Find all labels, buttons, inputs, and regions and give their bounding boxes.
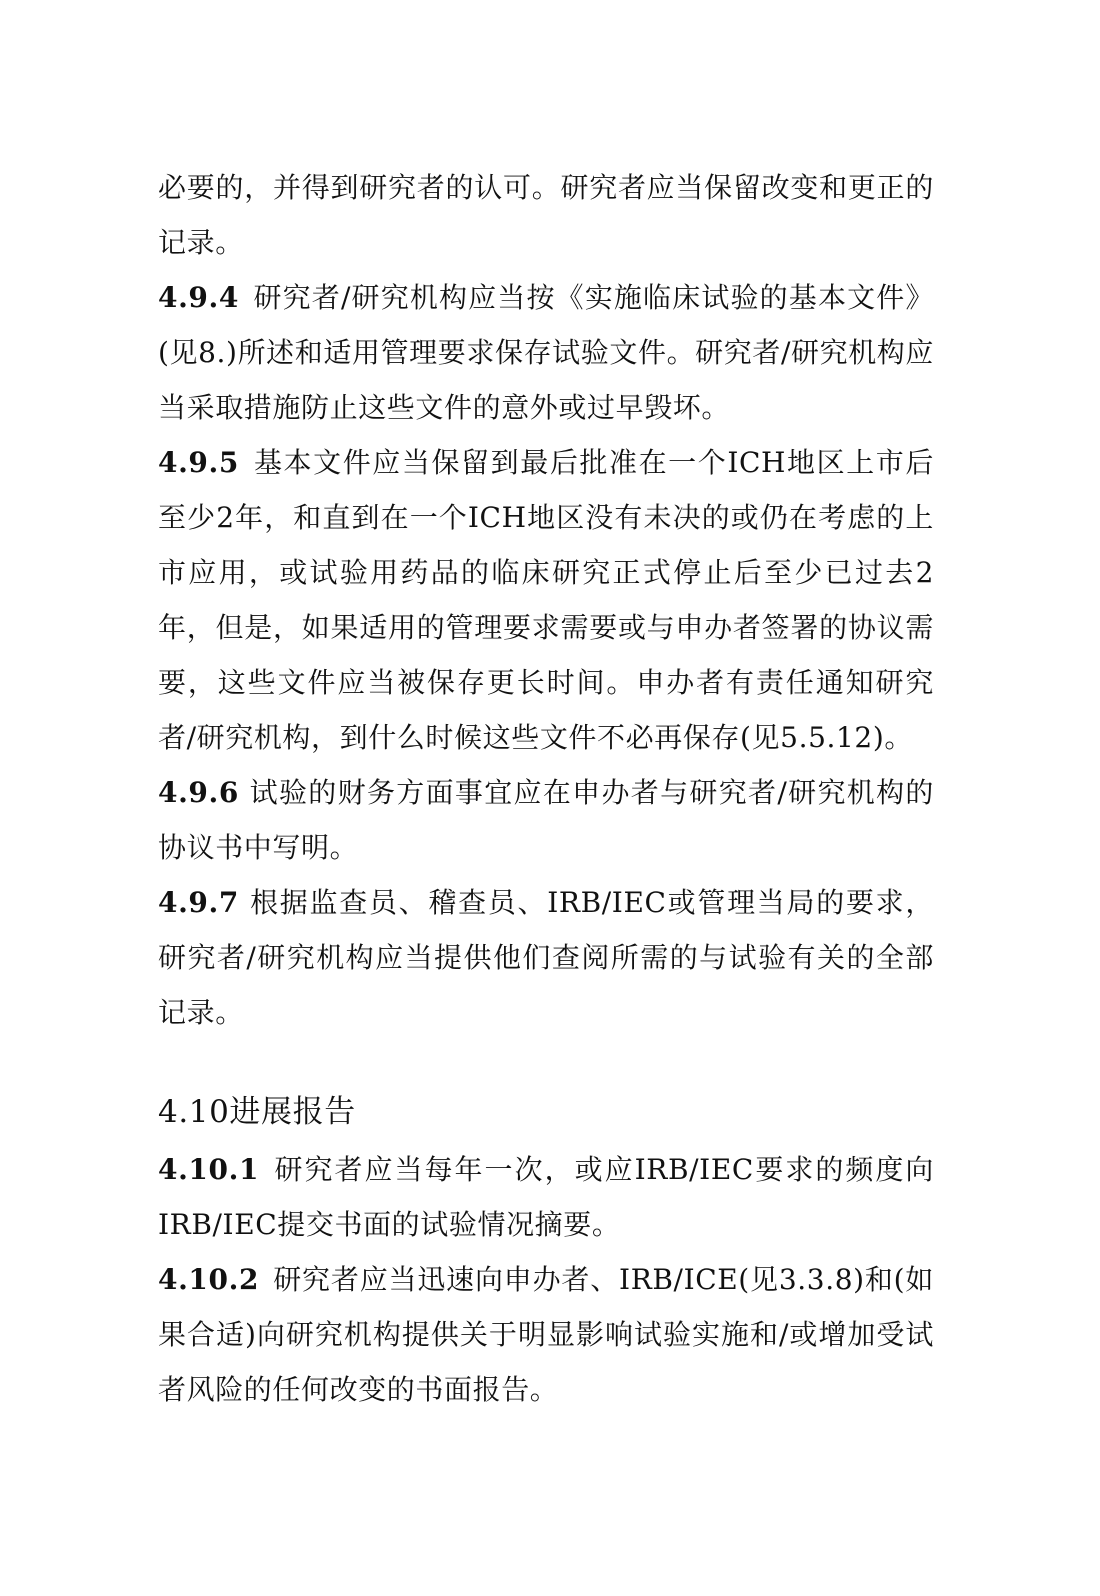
clause-number: 4.9.6: [158, 776, 239, 809]
clause-text: 研究者应当迅速向申办者、IRB/ICE(见3.3.8)和(如果合适)向研究机构提供关于明显影响试验实施和/或增加受试者风险的任何改变的书面报告。: [158, 1263, 934, 1406]
document-body: [158, 160, 934, 1417]
clause-number: 4.9.7: [158, 886, 239, 919]
clause-4-9-7: [158, 875, 934, 1040]
clause-4-10-2: [158, 1252, 934, 1417]
clause-number: 4.9.5: [158, 446, 239, 479]
continuation-paragraph: 必要的，并得到研究者的认可。研究者应当保留改变和更正的记录。: [158, 171, 934, 259]
clause-text: 试验的财务方面事宜应在申办者与研究者/研究机构的协议书中写明。: [158, 776, 934, 864]
clause-text: 根据监查员、稽查员、IRB/IEC或管理当局的要求，研究者/研究机构应当提供他们查阅所需的与试验有关的全部记录。: [158, 886, 934, 1029]
clause-4-9-5: [158, 435, 934, 765]
clause-4-10-1: [158, 1142, 934, 1252]
clause-number: 4.10.1: [158, 1153, 260, 1186]
clause-text: 研究者应当每年一次，或应IRB/IEC要求的频度向IRB/IEC提交书面的试验情况摘要。: [158, 1153, 934, 1241]
clause-number: 4.10.2: [158, 1263, 260, 1296]
clause-4-9-6: [158, 765, 934, 875]
section-heading: 4.10进展报告: [158, 1094, 356, 1130]
clause-text: 基本文件应当保留到最后批准在一个ICH地区上市后至少2年，和直到在一个ICH地区没有未决的或仍在考虑的上市应用，或试验用药品的临床研究正式停止后至少已过去2年，但是，如果适用的管理要求需要或与申办者签署的协议需要，这些文件应当被保存更长时间。申办者有责任通知研究者/研究机构，到什么时候这些文件不必再保存(见5.5.12)。: [158, 446, 934, 754]
clause-4-9-4: [158, 270, 934, 435]
clause-number: 4.9.4: [158, 281, 239, 314]
clause-text: 研究者/研究机构应当按《实施临床试验的基本文件》(见8.)所述和适用管理要求保存试验文件。研究者/研究机构应当采取措施防止这些文件的意外或过早毁坏。: [158, 281, 934, 424]
